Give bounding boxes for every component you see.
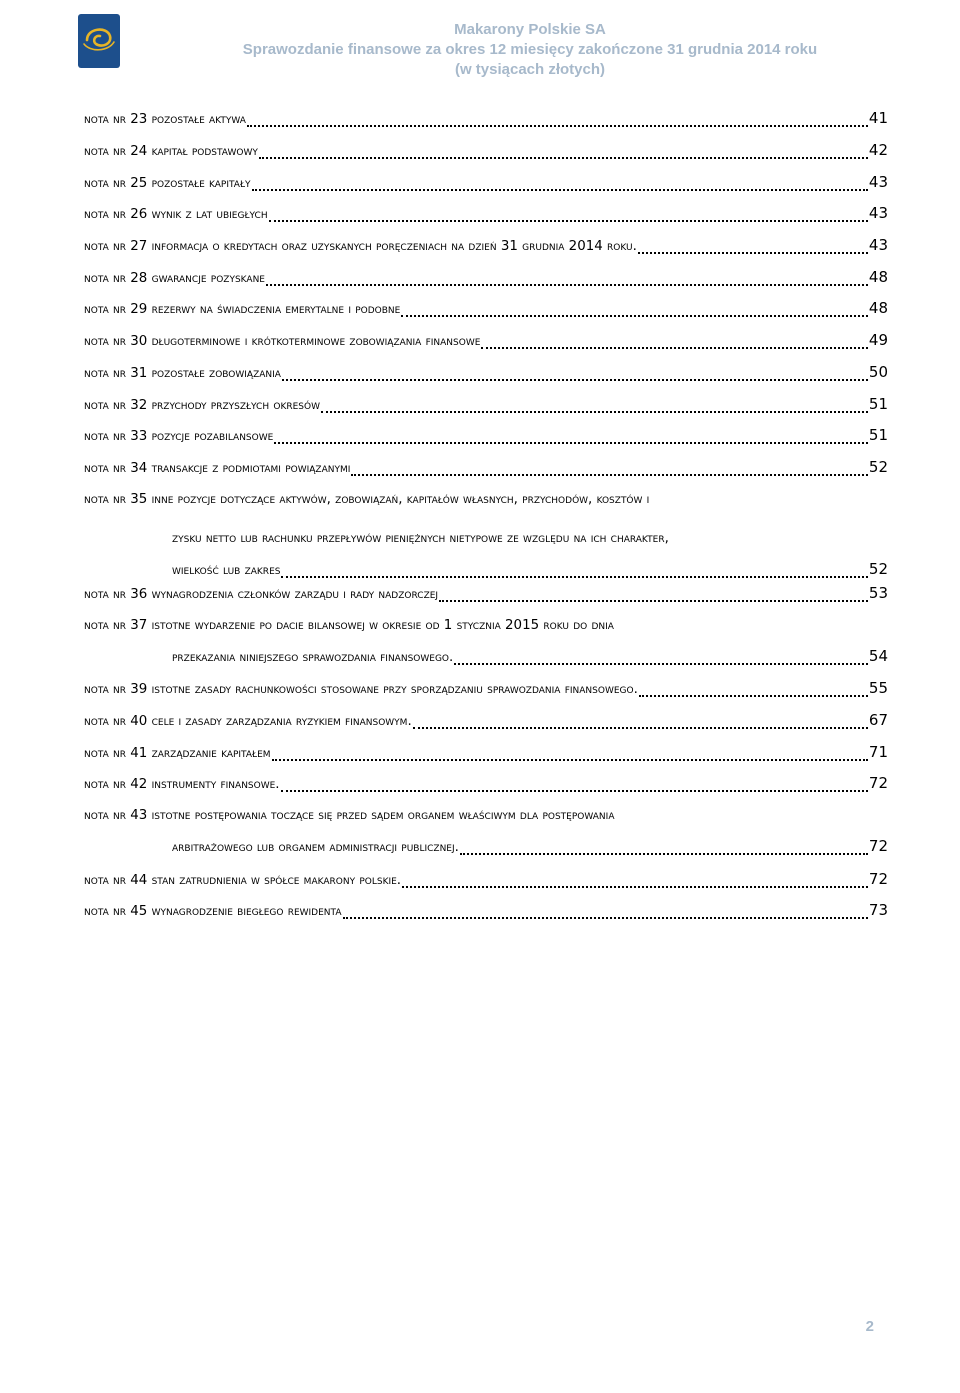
toc-entry-label: nota nr 43 istotne postępowania toczące się przed sądem organem właściwym dla postępowania (84, 808, 615, 823)
toc-page-number: 72 (868, 870, 888, 888)
toc-entry-label-continued: przekazania niniejszego sprawozdania finansowego. (172, 650, 454, 665)
toc-entry-label: nota nr 36 wynagrodzenia członków zarządu i rady nadzorczej (84, 587, 439, 602)
toc-page-number: 53 (868, 584, 888, 602)
toc-page-number: 41 (868, 109, 888, 127)
toc-entry-label-continued: arbitrażowego lub organem administracji publicznej. (172, 840, 459, 855)
toc-page-number: 72 (868, 837, 888, 855)
document-header (150, 20, 910, 80)
toc-leader-dots (281, 780, 868, 792)
toc-leader-dots (266, 274, 868, 286)
toc-page-number: 55 (868, 679, 888, 697)
toc-entry-label: nota nr 44 stan zatrudnienia w spółce makarony polskie. (84, 873, 402, 888)
toc-page-number: 72 (868, 774, 888, 792)
toc-entry-label-continued: wielkość lub zakres (172, 563, 281, 578)
toc-leader-dots (321, 401, 868, 413)
toc-entry[interactable] (84, 293, 888, 324)
toc-entry-label: nota nr 37 istotne wydarzenie po dacie bilansowej w okresie od 1 stycznia 2015 roku do dnia (84, 618, 614, 633)
toc-page-number: 71 (868, 743, 888, 761)
toc-entry[interactable] (84, 484, 888, 585)
toc-entry-label: nota nr 30 długoterminowe i krótkoterminowe zobowiązania finansowe (84, 334, 481, 349)
page-number: 2 (865, 1318, 874, 1335)
toc-leader-dots (259, 147, 868, 159)
toc-entry[interactable] (84, 389, 888, 420)
toc-page-number: 52 (868, 458, 888, 476)
toc-entry[interactable] (84, 737, 888, 768)
toc-leader-dots (281, 566, 867, 578)
toc-entry-label: nota nr 23 pozostałe aktywa (84, 112, 246, 127)
toc-entry-label: nota nr 28 gwarancje pozyskane (84, 271, 265, 286)
toc-page-number: 73 (868, 901, 888, 919)
toc-entry[interactable] (84, 357, 888, 388)
toc-entry-label: nota nr 27 informacja o kredytach oraz uzyskanych poręczeniach na dzień 31 grudnia 2014 roku. (84, 239, 637, 254)
toc-page-number: 42 (868, 141, 888, 159)
toc-leader-dots (252, 179, 868, 191)
toc-leader-dots (413, 717, 868, 729)
toc-page-number: 43 (868, 236, 888, 254)
toc-entry-label: nota nr 45 wynagrodzenie biegłego rewidenta (84, 904, 342, 919)
toc-leader-dots (638, 242, 868, 254)
toc-page-number: 48 (868, 299, 888, 317)
report-title: Sprawozdanie finansowe za okres 12 miesięcy zakończone 31 grudnia 2014 roku (242, 41, 818, 58)
toc-leader-dots (282, 369, 868, 381)
toc-leader-dots (274, 432, 868, 444)
toc-page-number: 48 (868, 268, 888, 286)
toc-entry[interactable] (84, 610, 888, 672)
toc-page-number: 54 (868, 647, 888, 665)
toc-leader-dots (439, 590, 868, 602)
toc-entry-label: nota nr 35 inne pozycje dotyczące aktywów, zobowiązań, kapitałów własnych, przychodów, kosztów i (84, 492, 650, 507)
toc-entry-label-continued: zysku netto lub rachunku przepływów pieniężnych nietypowe ze względu na ich charakter, (172, 531, 669, 546)
toc-entry[interactable] (84, 230, 888, 261)
toc-page-number: 67 (868, 711, 888, 729)
toc-leader-dots (402, 876, 868, 888)
toc-entry[interactable] (84, 135, 888, 166)
toc-page-number: 49 (868, 331, 888, 349)
toc-leader-dots (343, 907, 868, 919)
toc-page-number: 50 (868, 363, 888, 381)
toc-entry-label: nota nr 34 transakcje z podmiotami powiązanymi (84, 461, 351, 476)
company-logo (78, 14, 120, 68)
toc-entry-label: nota nr 25 pozostałe kapitały (84, 176, 251, 191)
toc-entry[interactable] (84, 103, 888, 134)
toc-entry[interactable] (84, 325, 888, 356)
toc-leader-dots (401, 305, 868, 317)
toc-leader-dots (269, 210, 868, 222)
toc-entry[interactable] (84, 768, 888, 799)
toc-leader-dots (351, 464, 868, 476)
toc-leader-dots (454, 653, 868, 665)
toc-page-number: 51 (868, 395, 888, 413)
toc-page-number: 51 (868, 426, 888, 444)
toc-entry-label: nota nr 24 kapitał podstawowy (84, 144, 258, 159)
toc-entry-label: nota nr 32 przychody przyszłych okresów (84, 398, 320, 413)
toc-page-number: 43 (868, 173, 888, 191)
toc-entry[interactable] (84, 895, 888, 926)
report-units: (w tysiącach złotych) (454, 61, 606, 78)
toc-leader-dots (639, 685, 868, 697)
toc-entry-label: nota nr 29 rezerwy na świadczenia emerytalne i podobne (84, 302, 401, 317)
toc-entry[interactable] (84, 452, 888, 483)
logo-emblem-icon (78, 14, 120, 68)
toc-entry[interactable] (84, 167, 888, 198)
toc-entry[interactable] (84, 864, 888, 895)
toc-leader-dots (272, 749, 868, 761)
toc-entry-label: nota nr 31 pozostałe zobowiązania (84, 366, 281, 381)
toc-page-number: 52 (868, 560, 888, 578)
toc-entry-label: nota nr 41 zarządzanie kapitałem (84, 746, 271, 761)
toc-leader-dots (460, 843, 868, 855)
toc-entry[interactable] (84, 262, 888, 293)
toc-entry-label: nota nr 40 cele i zasady zarządzania ryzykiem finansowym. (84, 714, 412, 729)
toc-leader-dots (481, 337, 867, 349)
toc-entry[interactable] (84, 673, 888, 704)
toc-entry[interactable] (84, 198, 888, 229)
toc-page-number: 43 (868, 204, 888, 222)
toc-leader-dots (247, 115, 868, 127)
toc-entry[interactable] (84, 800, 888, 862)
company-name: Makarony Polskie SA (454, 21, 606, 38)
toc-entry-label: nota nr 33 pozycje pozabilansowe (84, 429, 274, 444)
toc-entry-label: nota nr 26 wynik z lat ubiegłych (84, 207, 268, 222)
toc-entry[interactable] (84, 420, 888, 451)
toc-entry-label: nota nr 39 istotne zasady rachunkowości stosowane przy sporządzaniu sprawozdania finansowego. (84, 682, 638, 697)
toc-entry-label: nota nr 42 instrumenty finansowe. (84, 777, 280, 792)
toc-entry[interactable] (84, 578, 888, 609)
toc-entry[interactable] (84, 705, 888, 736)
